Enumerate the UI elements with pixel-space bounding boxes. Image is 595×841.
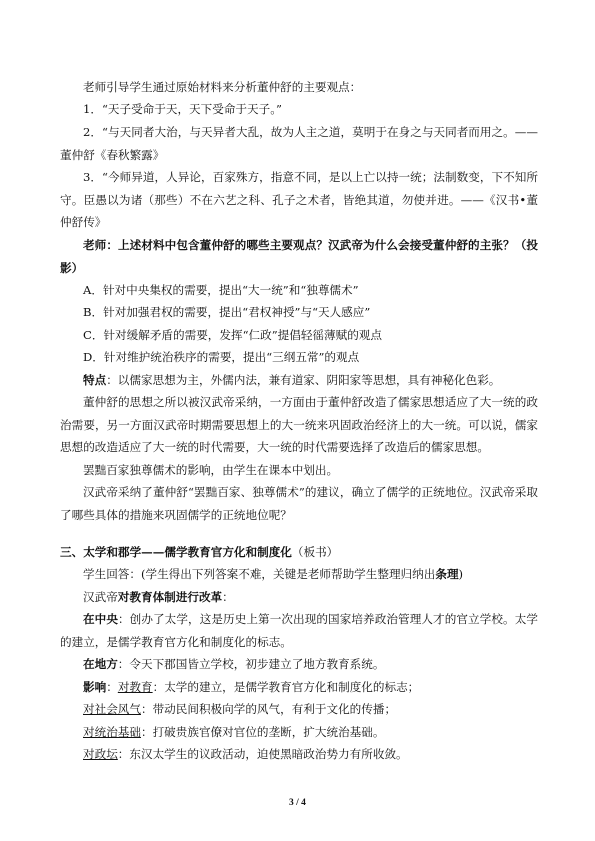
student-answer-prefix: 学生回答：(学生得出下列答案不难，关键是老师帮助学生整理归纳出	[83, 567, 436, 581]
reform-paragraph	[60, 586, 538, 609]
impact-politics-label: 对政坛	[83, 747, 118, 761]
central-paragraph	[60, 608, 538, 653]
option-c: C．针对缓解矛盾的需要，发挥“仁政”提倡轻徭薄赋的观点	[83, 328, 382, 342]
quote-2: 2．“与天同者大治，与天异者大乱，故为人主之道，莫明于在身之与天同者而用之。——董仲舒《春秋繁露》	[60, 125, 538, 162]
impact-politics	[60, 743, 538, 766]
impact-social	[60, 698, 538, 721]
quote-3: 3．“今师异道，人异论，百家殊方，指意不同，是以上亡以持一统；法制数变，下不知所守。臣愚以为诸（那些）不在六艺之科、孔子之术者，皆绝其道，勿使并进。——《汉书•董仲舒传》	[60, 170, 538, 229]
central-text: ：创办了太学，这是历史上第一次出现的国家培养政治管理人才的官立学校。太学的建立，是儒学教育官方化和制度化的标志。	[60, 612, 538, 649]
reform-suffix: ：	[222, 590, 234, 604]
student-answer-suffix: )	[458, 567, 464, 581]
option-b: B．针对加强君权的需要，提出“君权神授”与“天人感应”	[83, 305, 371, 319]
impact-label: 影响	[83, 680, 107, 694]
reform-prefix: 汉武帝	[83, 590, 118, 604]
page-number: 3 / 4	[289, 798, 306, 808]
feature-text: ：以儒家思想为主，外儒内法，兼有道家、阴阳家等思想，具有神秘化色彩。	[106, 373, 501, 387]
impact-social-label: 对社会风气	[83, 702, 141, 716]
option-d: D．针对维护统治秩序的需要，提出“三纲五常”的观点	[83, 350, 360, 364]
reform-bold: 对教育体制进行改革	[117, 590, 223, 604]
impact-politics-text: ：东汉太学生的议政活动，迫使黑暗政治势力有所收敛。	[117, 747, 408, 761]
section-3-title: 三、太学和郡学——儒学教育官方化和制度化	[60, 545, 292, 559]
impact-edu-text: ：太学的建立，是儒学教育官方化和制度化的标志；	[152, 680, 420, 694]
reason-paragraph: 董仲舒的思想之所以被汉武帝采纳，一方面由于董仲舒改造了儒家思想适应了大一统的政治需要，另一方面汉武帝时期需要思想上的大一统来巩固政治经济上的大一统。可以说，儒家思想的改造适应了大一统的时代需要，大一统的时代需要选择了改造后的儒家思想。	[60, 395, 538, 454]
quote-1: 1．“天子受命于天，天下受命于天子。”	[83, 102, 282, 116]
impact-sep: ：	[106, 680, 118, 694]
section-3-heading	[60, 541, 538, 564]
section-3-note: （板书）	[291, 545, 339, 559]
local-paragraph	[60, 653, 538, 676]
impact-rule-label: 对统治基础	[83, 725, 141, 739]
central-label: 在中央	[83, 612, 119, 626]
impact-education	[60, 676, 538, 699]
student-answer-bold: 条理	[435, 567, 459, 581]
intro-paragraph: 老师引导学生通过原始材料来分析董仲舒的主要观点：	[83, 80, 362, 94]
impact-rule-text: ：打破贵族官僚对官位的垄断，扩大统治基础。	[140, 725, 385, 739]
local-text: ：令天下郡国皆立学校，初步建立了地方教育系统。	[117, 657, 385, 671]
feature-paragraph	[60, 369, 538, 392]
feature-label: 特点	[83, 373, 107, 387]
local-label: 在地方	[83, 657, 118, 671]
impact-edu-label: 对教育	[117, 680, 153, 694]
influence-paragraph: 罢黜百家独尊儒术的影响，由学生在课本中划出。	[83, 463, 339, 477]
impact-rule	[60, 721, 538, 744]
option-a: A．针对中央集权的需要，提出“大一统”和“独尊儒术”	[83, 283, 359, 297]
teacher-question: 老师：上述材料中包含董仲舒的哪些主要观点？汉武帝为什么会接受董仲舒的主张？（投影）	[60, 238, 538, 275]
impact-social-text: ：带动民间积极向学的风气，有利于文化的传播；	[140, 702, 397, 716]
student-answer-paragraph	[60, 563, 538, 586]
adopt-paragraph: 汉武帝采纳了董仲舒“罢黜百家、独尊儒术”的建议，确立了儒学的正统地位。汉武帝采取了哪些具体的措施来巩固儒学的正统地位呢？	[60, 485, 538, 522]
